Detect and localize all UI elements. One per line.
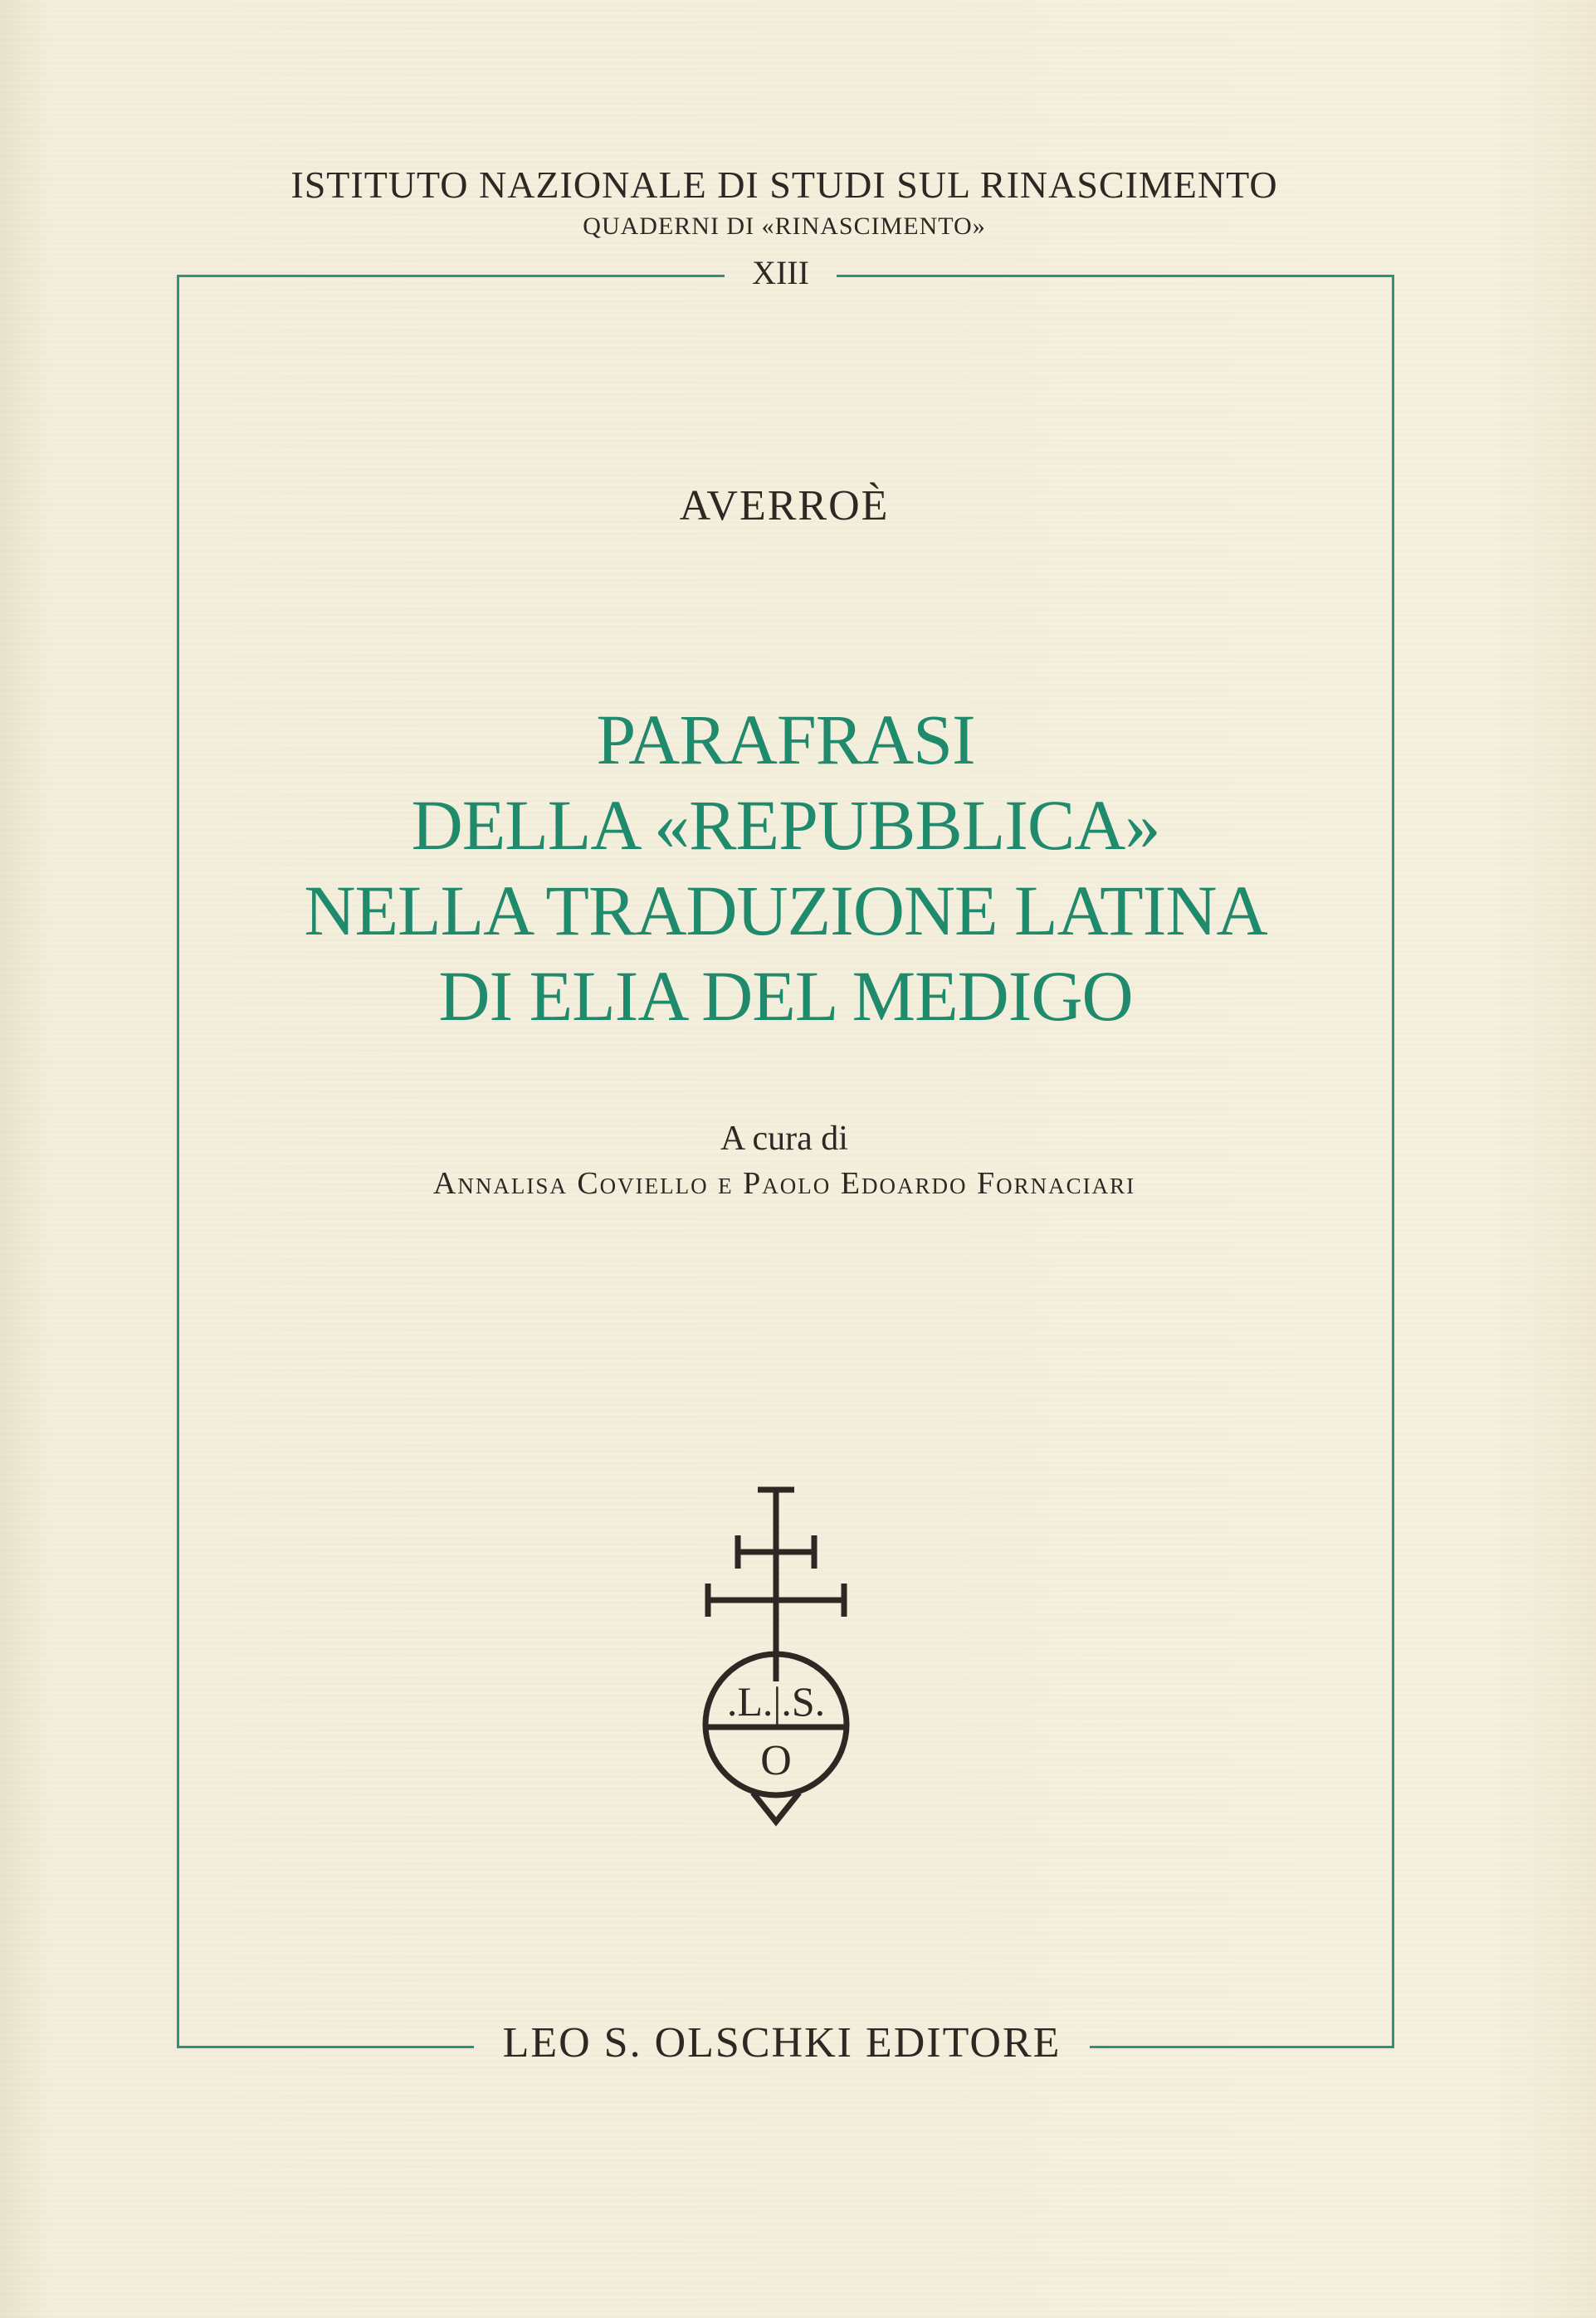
title-line: NELLA TRADUZIONE LATINA <box>304 871 1267 950</box>
publisher-name: LEO S. OLSCHKI EDITORE <box>502 2019 1062 2067</box>
editors-names: Annalisa Coviello e Paolo Edoardo Fornaciari <box>432 1166 1136 1201</box>
book-title <box>177 697 1394 1039</box>
logo-letter-bottom: O <box>760 1737 792 1784</box>
volume-number: XIII <box>752 254 809 291</box>
frame-rule-top-left <box>177 275 725 277</box>
logo-letters-top: .L.|.S. <box>726 1678 826 1725</box>
series-name: QUADERNI DI «RINASCIMENTO» <box>583 212 986 240</box>
title-line: DI ELIA DEL MEDIGO <box>438 956 1133 1036</box>
frame-rule-bottom-right <box>1090 2046 1394 2048</box>
author-name: AVERROÈ <box>679 482 890 529</box>
title-line: PARAFRASI <box>596 700 975 779</box>
institute-name: ISTITUTO NAZIONALE DI STUDI SUL RINASCIMENTO <box>290 163 1278 206</box>
title-line: DELLA «REPUBBLICA» <box>411 785 1160 865</box>
frame-rule-top-right <box>837 275 1394 277</box>
frame-rule-bottom-left <box>177 2046 474 2048</box>
editors-intro: A cura di <box>720 1120 848 1158</box>
publisher-mark-icon <box>701 1486 851 1834</box>
